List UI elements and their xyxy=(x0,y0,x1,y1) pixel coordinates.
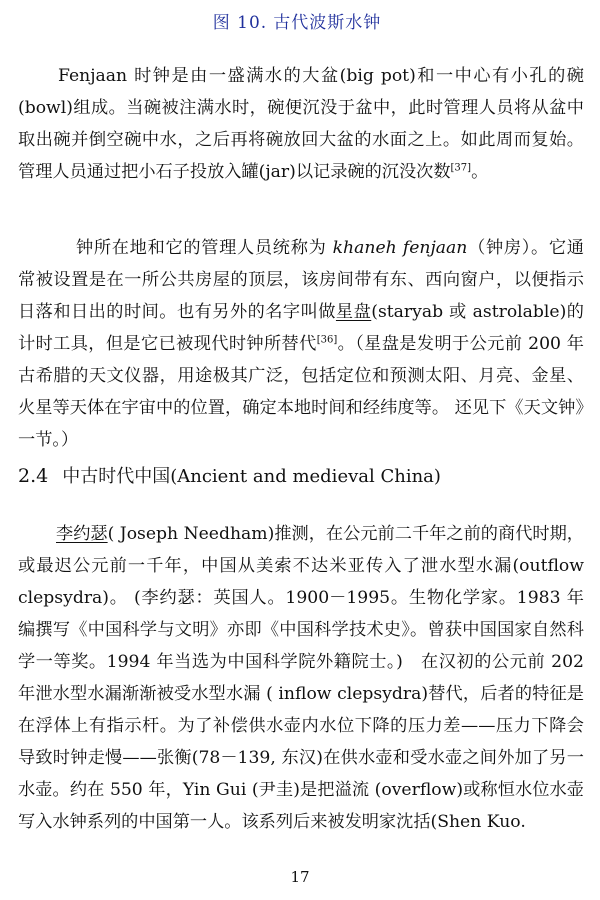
paragraph-text: (staryab 或 astrolable)的计时工具，但是它已被现代时钟所替代 xyxy=(18,302,584,354)
paragraph-fenjaan xyxy=(18,60,584,188)
section-number: 2.4 xyxy=(18,465,49,487)
paragraph-text: 。（星盘是发明于公元前 200 年古希腊的天文仪器，用途极其广泛，包括定位和预测太阳、月亮、金星、火星等天体在宇宙中的位置，确定本地时间和经纬度等。 还见下《天文钟》一节。） xyxy=(18,334,584,450)
citation-ref: [37] xyxy=(450,162,472,174)
paragraph-khaneh xyxy=(18,232,584,456)
underlined-term-link[interactable]: 星盘 xyxy=(335,302,372,322)
citation-ref: [36] xyxy=(316,334,338,346)
italic-term: khaneh fenjaan xyxy=(332,238,468,258)
section-heading xyxy=(18,462,441,488)
figure-title: 古代波斯水钟 xyxy=(273,13,382,33)
figure-number: 图 10. xyxy=(212,13,268,33)
section-title: 中古时代中国(Ancient and medieval China) xyxy=(62,466,441,487)
paragraph-text: （钟房）。它通常被设置是在一所公共房屋的顶层，该房间带有东、西向窗户，以便指示日落和日出的时间。也有另外的名字叫做 xyxy=(18,238,584,322)
page-number: 17 xyxy=(290,868,310,886)
underlined-name-link[interactable]: 李约瑟 xyxy=(56,524,108,544)
paragraph-text: Fenjaan 时钟是由一盛满水的大盆(big pot)和一中心有小孔的碗(bowl)组成。当碗被注满水时，碗便沉没于盆中，此时管理人员将从盆中取出碗并倒空碗中水，之后再将碗放回大盆的水面之上。如此周而复始。管理人员通过把小石子投放入罐(jar)以记录碗的沉没次数 xyxy=(18,66,584,182)
paragraph-text: 钟所在地和它的管理人员统称为 xyxy=(76,238,333,258)
paragraph-needham xyxy=(18,518,584,838)
paragraph-text: 。 xyxy=(471,162,489,182)
figure-caption xyxy=(0,8,600,33)
paragraph-text: ( Joseph Needham)推测，在公元前二千年之前的商代时期，或最迟公元前一千年，中国从美索不达米亚传入了泄水型水漏(outflow clepsydra)。 (李约瑟：英国人。1900－1995。生物化学家。1983 年编撰写《中国科学与文明》亦即《中国科学技术史》。曾获中国国家自然科学一等奖。1994 年当选为中国科学院外籍院士。) 在汉初的公元前 202 年泄水型水漏渐渐被受水型水漏 ( inflow clepsydra)替代，后者的特征是在浮体上有指示杆。为了补偿供水壶内水位下降的压力差——压力下降会导致时钟走慢——张衡(78－139, 东汉)在供水壶和受水壶之间外加了另一水壶。约在 550 年，Yin Gui (尹圭)是把溢流 (overflow)或称恒水位水壶写入水钟系列的中国第一人。该系列后来被发明家沈括(Shen Kuo. xyxy=(18,524,584,832)
